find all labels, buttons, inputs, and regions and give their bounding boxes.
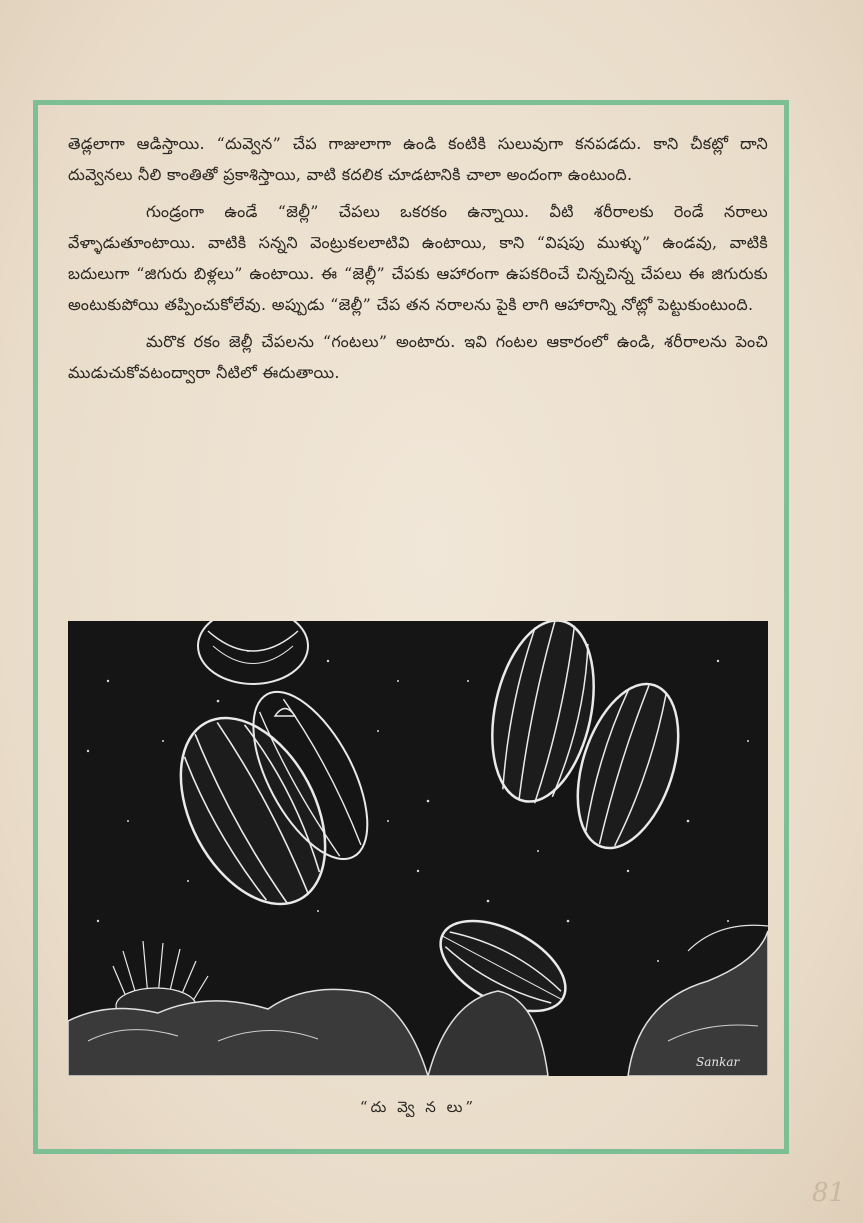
paragraph-2: గుండ్రంగా ఉండే “జెల్లీ” చేపలు ఒకరకం ఉన్నాయి. వీటి శరీరాలకు రెండే నరాలు వేళ్ళాడుతూంటాయి. వాటికి సన్నని వెంట్రుకలలాటివి ఉంటాయి, కాని “విషపు ముళ్ళు” ఉండవు, వాటికి బదులుగా “జిగురు బిళ్లలు” ఉంటాయి. ఈ “జెల్లీ” చేపకు ఆహారంగా ఉపకరించే చిన్నచిన్న చేపలు ఈ జిగురుకు అంటుకుపోయి తప్పించుకోలేవు. అప్పుడు “జెల్లీ” చేప తన నరాలను పైకి లాగి ఆహారాన్ని నోట్లో పెట్టుకుంటుంది.: [68, 202, 768, 314]
illustration-drawing: [68, 621, 768, 1076]
comb-jelly-1: [198, 621, 308, 684]
illustration-caption: “దు వ్వె న లు”: [359, 1098, 477, 1116]
artist-signature: Sankar: [696, 1055, 740, 1069]
paragraph-3: మరొక రకం జెల్లీ చేపలను “గంటలు” అంటారు. ఇవి గంటల ఆకారంలో ఉండి, శరీరాలను పెంచి ముడుచుకోవటంద్వారా నీటిలో ఈదుతాయి.: [68, 332, 768, 382]
page-number: 81: [812, 1178, 846, 1208]
comb-jelly-illustration: [68, 621, 768, 1076]
body-text: [68, 128, 768, 394]
paragraph-1: తెడ్లలాగా ఆడిస్తాయి. “దువ్వెన” చేప గాజులాగా ఉండి కంటికి సులువుగా కనపడదు. కాని చీకట్లో దాని దువ్వెనలు నీలి కాంతితో ప్రకాశిస్తాయి, వాటి కదలిక చూడటానికి చాలా అందంగా ఉంటుంది.: [68, 134, 768, 184]
